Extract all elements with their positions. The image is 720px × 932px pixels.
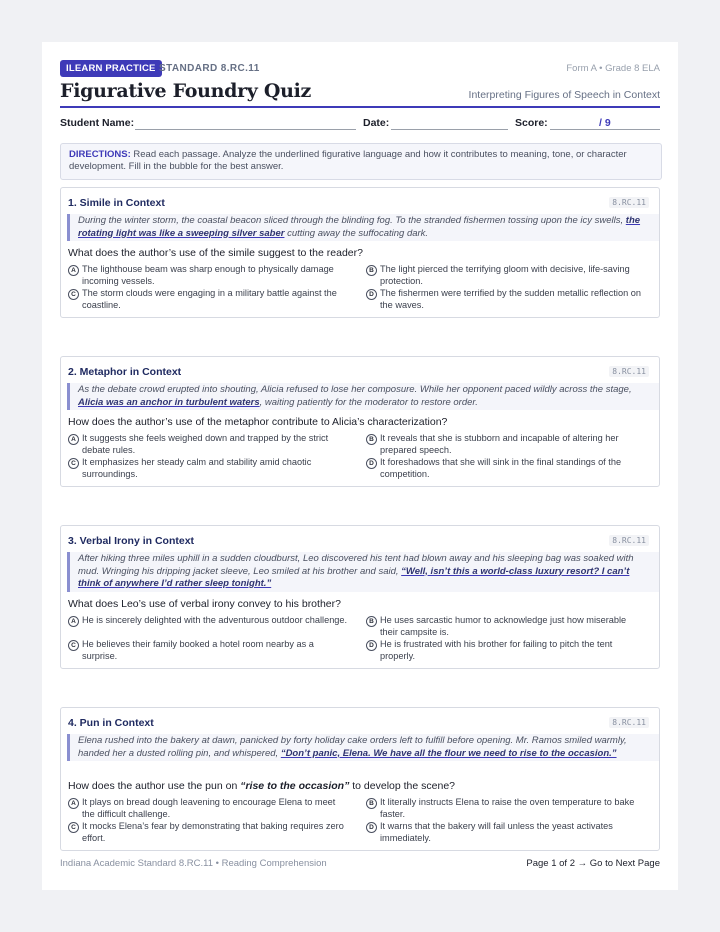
answer-bubble[interactable]: D [366,458,377,469]
header-top [60,60,660,78]
answer-bubble[interactable]: C [68,458,79,469]
question-stem [68,598,341,610]
directions-label: DIRECTIONS: [69,149,131,160]
page-subtitle: Interpreting Figures of Speech in Context [468,89,660,101]
answer-bubble[interactable]: A [68,434,79,445]
student-name-label: Student Name: [60,117,135,129]
underlined-figurative-phrase: Alicia was an anchor in turbulent waters [78,396,260,408]
answer-bubble[interactable]: B [366,434,377,445]
answer-bubble[interactable]: A [68,616,79,627]
question-title: 4. Pun in Context [68,717,154,729]
underlined-figurative-phrase: “Don’t panic, Elena. We have all the flour we need to rise to the occasion.” [280,747,617,759]
standard-tag: 8.RC.11 [609,535,649,546]
option-text: The storm clouds were engaging in a military battle against the coastline. [82,288,337,310]
quiz-page [42,42,678,890]
underlined-figurative-phrase: the rotating light was like a sweeping silver saber [78,215,641,239]
option-text: It emphasizes her steady calm and stability amid chaotic surroundings. [82,457,312,479]
answer-bubble[interactable]: A [68,798,79,809]
answer-bubble[interactable]: B [366,798,377,809]
passage-text: , waiting patiently for the moderator to restore order. [259,396,478,408]
practice-badge: ILEARN PRACTICE [60,60,162,77]
question-card-3 [60,525,660,669]
question-card-2 [60,356,660,487]
passage [67,734,659,761]
passage-text: After hiking three miles uphill in a sudden cloudburst, Leo discovered his tent had blown away and his sleeping bag was soaked with mud. Wringing his dripping jacket sleeve, Leo smiled at his brother and said, [78,553,634,577]
standard-tag: 8.RC.11 [609,197,649,208]
option-text: It reveals that she is stubborn and incapable of altering her prepared speech. [380,433,619,455]
stem-text: to develop the scene? [349,780,456,792]
stem-text: How does the author’s use of the metaphor contribute to Alicia’s characterization? [68,416,448,428]
next-page-link[interactable]: Page 1 of 2 → Go to Next Page [526,858,660,869]
passage [67,383,659,410]
option-text: He is frustrated with his brother for failing to pitch the tent properly. [380,639,613,661]
option-text: He is sincerely delighted with the adventurous outdoor challenge. [82,615,348,625]
directions-box [60,143,662,180]
answer-bubble[interactable]: B [366,265,377,276]
answer-bubble[interactable]: D [366,640,377,651]
passage-text: Elena rushed into the bakery at dawn, panicked by forty holiday cake orders left to fulfill before opening. Mr. Ramos smiled warmly, handed her a dusted rolling pin, and whispered, [78,735,627,759]
option-text: He believes their family booked a hotel room nearby as a surprise. [82,639,314,661]
answer-bubble[interactable]: B [366,616,377,627]
option-text: It warns that the bakery will fail unless the yeast activates immediately. [380,821,613,843]
passage-text: cutting away the suffocating dark. [284,227,429,239]
option-text: The light pierced the terrifying gloom with decisive, life-saving protection. [380,264,630,286]
stem-text: What does Leo’s use of verbal irony convey to his brother? [68,598,341,610]
standard-tag: 8.RC.11 [609,366,649,377]
question-title: 2. Metaphor in Context [68,366,182,378]
question-card-1 [60,187,660,318]
answer-bubble[interactable]: A [68,265,79,276]
standard-label: STANDARD 8.RC.11 [159,63,260,74]
option-text: It mocks Elena’s fear by demonstrating that baking requires zero effort. [82,821,344,843]
answer-bubble[interactable]: D [366,289,377,300]
option-text: He uses sarcastic humor to acknowledge just how miserable their campsite is. [380,615,627,637]
stem-text: What does the author’s use of the simile suggest to the reader? [68,247,363,259]
answer-bubble[interactable]: D [366,822,377,833]
passage [67,552,659,592]
question-stem [68,780,455,792]
standard-tag: 8.RC.11 [609,717,649,728]
option-text: It suggests she feels weighed down and trapped by the strict debate rules. [82,433,329,455]
score-field[interactable] [550,129,660,130]
question-stem [68,416,447,428]
question-card-4 [60,707,660,851]
option-text: The fishermen were terrified by the sudden metallic reflection on the waves. [380,288,641,310]
student-info-row [60,117,660,131]
passage [67,214,659,241]
title-rule [60,106,660,108]
student-name-field[interactable] [135,129,356,130]
answer-bubble[interactable]: C [68,289,79,300]
question-title: 3. Verbal Irony in Context [68,535,195,547]
answer-bubble[interactable]: C [68,822,79,833]
question-stem [68,247,363,259]
stem-emphasis: “rise to the occasion” [240,780,350,792]
page-title: Figurative Foundry Quiz [60,80,312,102]
score-label: Score: [515,117,548,129]
option-text: The lighthouse beam was sharp enough to physically damage incoming vessels. [82,264,334,286]
form-grade-label: Form A • Grade 8 ELA [566,63,660,74]
footer-standard-note: Indiana Academic Standard 8.RC.11 • Reading Comprehension [60,858,327,869]
option-text: It plays on bread dough leavening to encourage Elena to meet the difficult challenge. [82,797,336,819]
passage-text: During the winter storm, the coastal beacon sliced through the blinding fog. To the stranded fishermen tossing upon the icy swells, [78,215,626,226]
answer-bubble[interactable]: C [68,640,79,651]
passage-text: As the debate crowd erupted into shouting, Alicia refused to lose her composure. While her opponent paced wildly across the stage, [78,384,632,395]
option-text: It literally instructs Elena to raise the oven temperature to bake faster. [380,797,635,819]
directions-text: Read each passage. Analyze the underlined figurative language and how it contributes to meaning, tone, or character development. Fill in the bubble for the best answer. [69,149,627,172]
score-value: / 9 [599,117,611,129]
date-label: Date: [363,117,390,129]
date-field[interactable] [391,129,508,130]
stem-text: How does the author use the pun on [68,780,241,792]
underlined-figurative-phrase: “Well, isn’t this a world-class luxury resort? I can’t think of anywhere I’d rather sleep tonight.” [78,565,630,589]
option-text: It foreshadows that she will sink in the final standings of the competition. [380,457,622,479]
question-title: 1. Simile in Context [68,197,165,209]
